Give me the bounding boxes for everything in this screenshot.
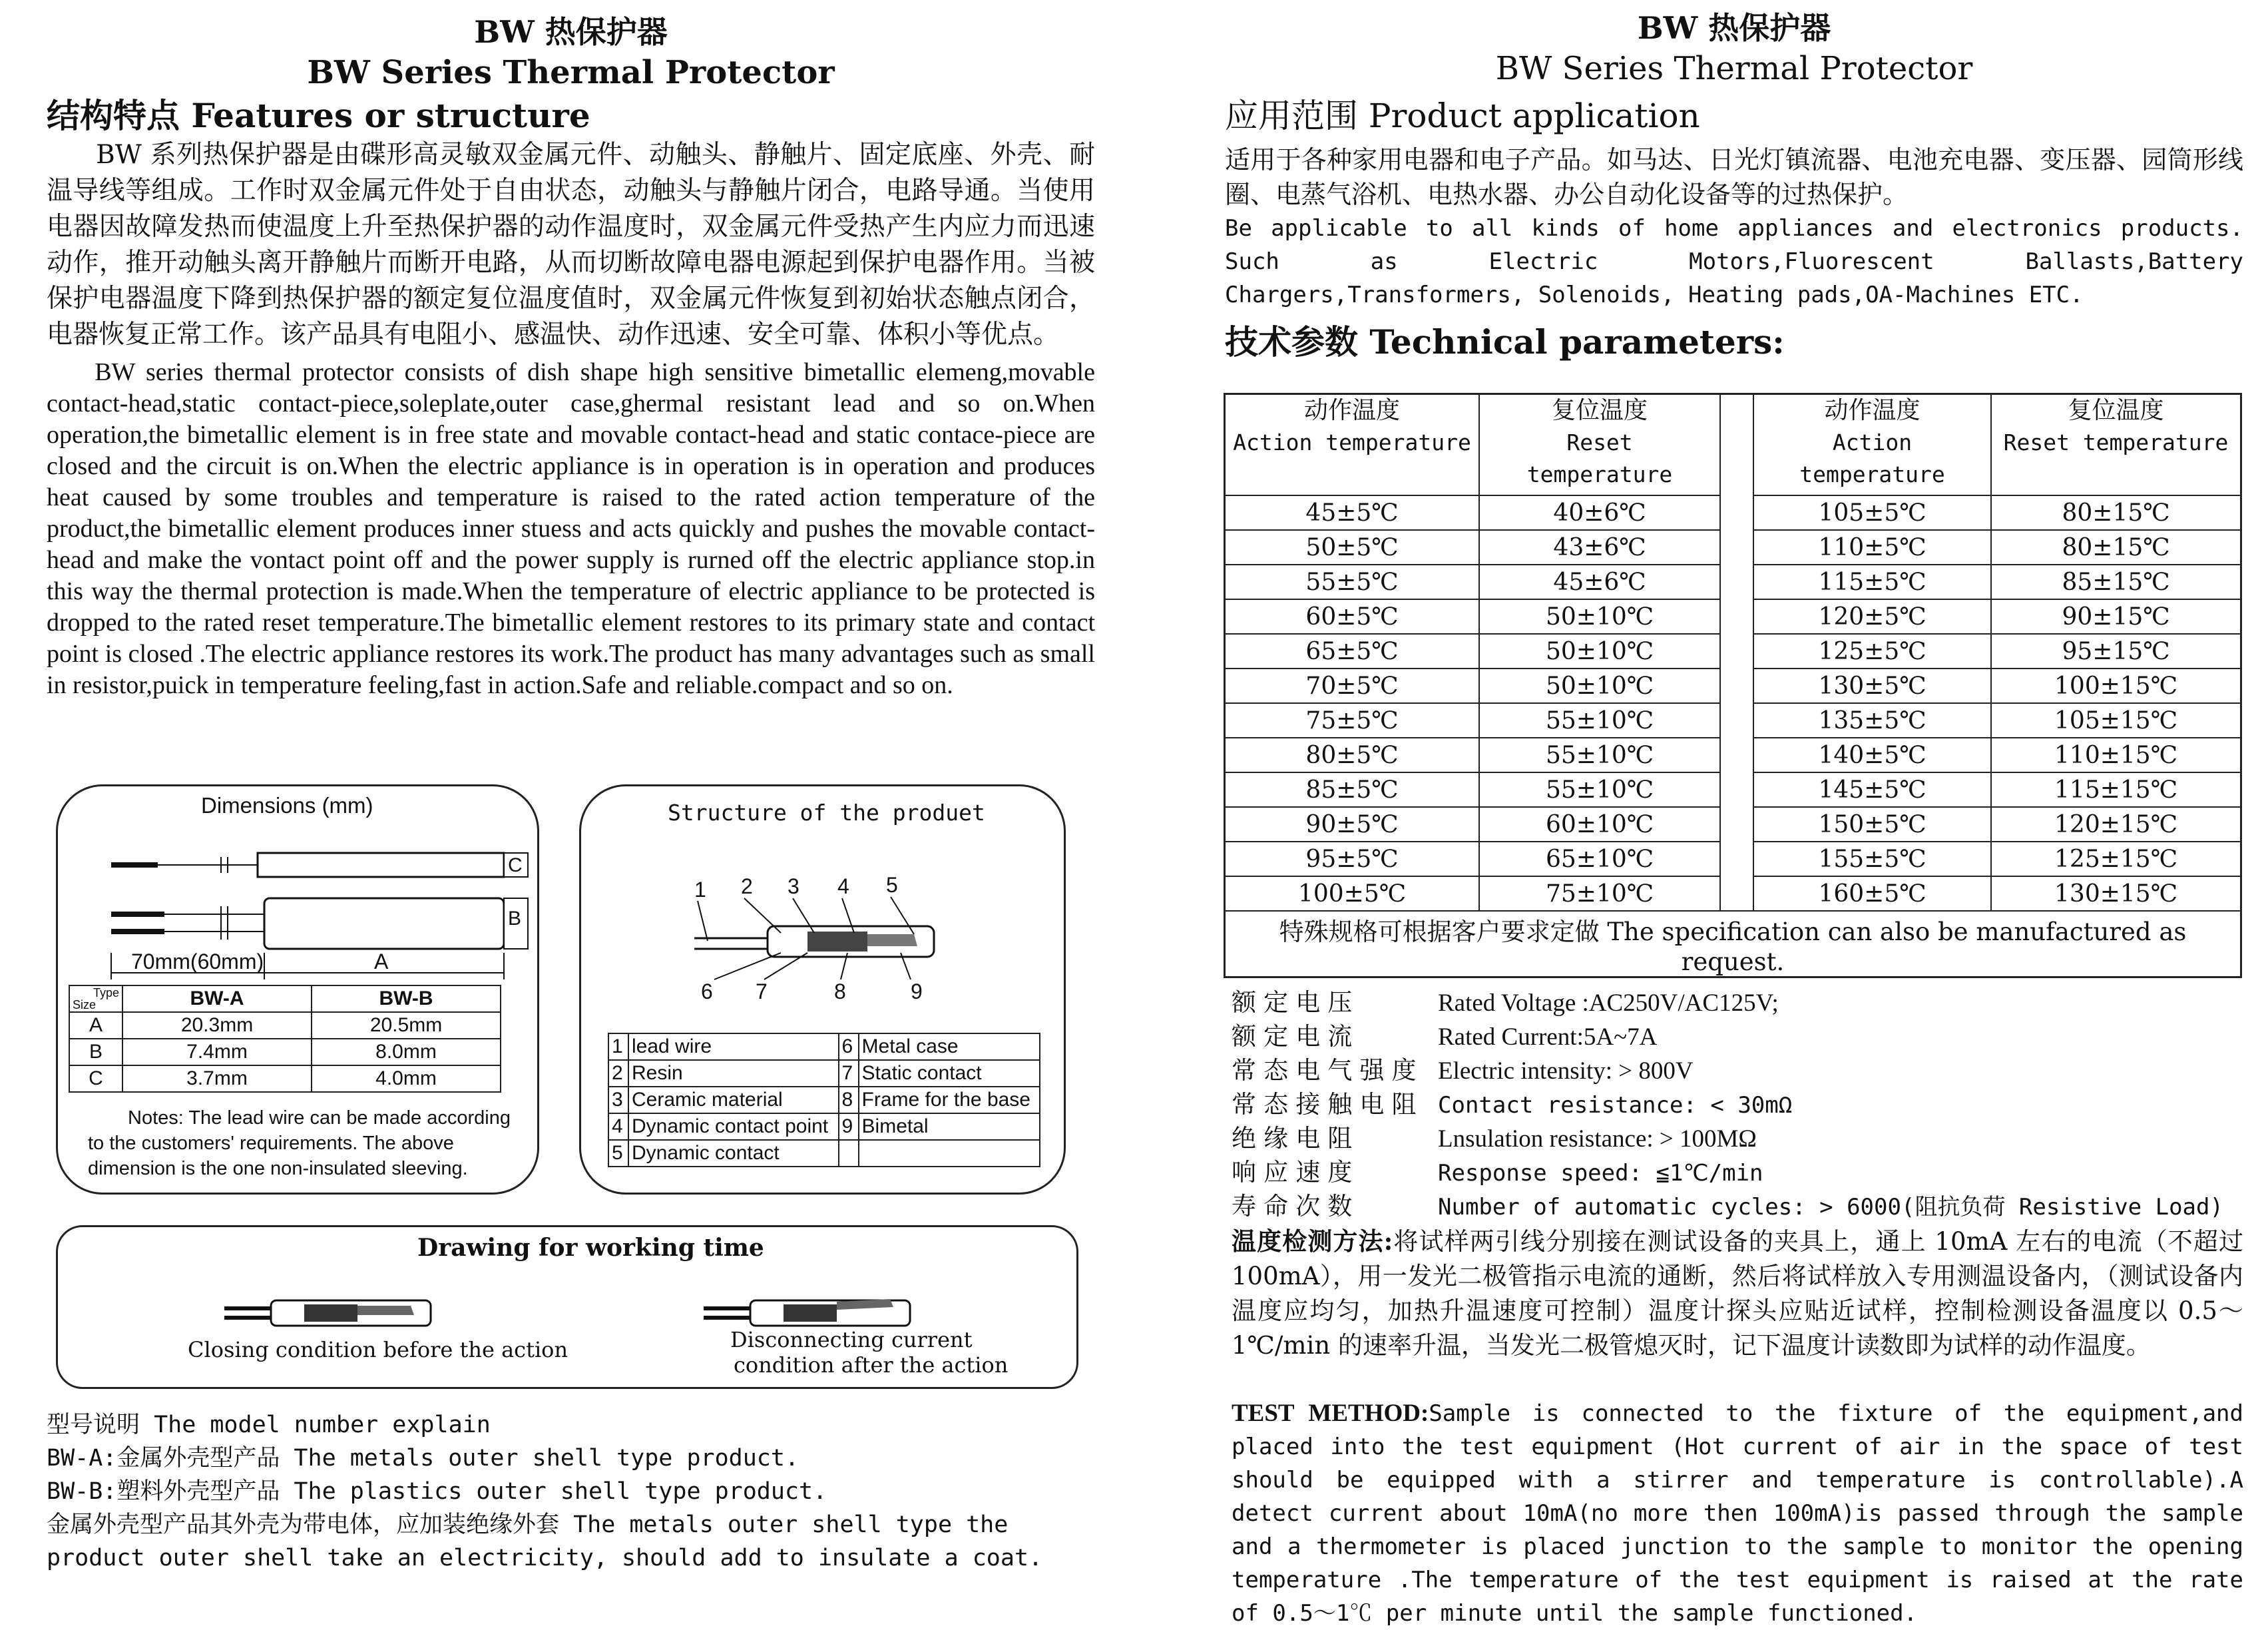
- param-cell-action-temp-1: 95±5℃: [1225, 842, 1480, 876]
- struct-num-3: 3: [788, 874, 799, 898]
- param-cell-reset-temp-2: 130±15℃: [1991, 876, 2241, 911]
- param-header-reset-2-cn: 复位温度: [2068, 397, 2164, 424]
- param-cell-gap: [1720, 842, 1753, 876]
- param-header-reset-2: [1991, 394, 2241, 496]
- features-cn-paragraph: BW 系列热保护器是由碟形高灵敏双金属元件、动触头、静触片、固定底座、外壳、耐温导线等组成。工作时双金属元件处于自由状态，动触头与静触片闭合，电路导通。当使用电器因故障发热而使温度上升至热保护器的动作温度时，双金属元件受热产生内应力而迅速动作，推开动触头离开静触片而断开电路，从而切断故障电器电源起到保护电器作用。当被保护电器温度下降到热保护器的额定复位温度值时，双金属元件恢复到初始状态触点闭合，电器恢复正常工作。该产品具有电阻小、感温快、动作迅速、安全可靠、体积小等优点。: [47, 140, 1095, 350]
- param-cell-action-temp-1: 80±5℃: [1225, 738, 1480, 772]
- dim-b-value-c: 4.0mm: [312, 1065, 501, 1092]
- param-header-action-2-en: Action temperature: [1799, 429, 1945, 487]
- param-header-action-1-en: Action temperature: [1233, 429, 1471, 455]
- param-rows: [1225, 495, 2241, 911]
- param-cell-action-temp-1: 100±5℃: [1225, 876, 1480, 911]
- param-header-row: [1225, 394, 2241, 496]
- param-header-action-1: [1225, 394, 1480, 496]
- param-cell-reset-temp-1: 55±10℃: [1479, 703, 1720, 738]
- part-name-4: Dynamic contact point: [628, 1113, 839, 1140]
- part-num-5: 5: [608, 1140, 628, 1167]
- param-cell-reset-temp-1: 65±10℃: [1479, 842, 1720, 876]
- model-line-2: BW-A:金属外壳型产品 The metals outer shell type product.: [47, 1445, 799, 1472]
- spec-row: [1232, 1087, 1792, 1123]
- part-name-8: Frame for the base: [859, 1087, 1040, 1113]
- param-cell-reset-temp-1: 60±10℃: [1479, 807, 1720, 842]
- dim-col-bw-a: BW-A: [122, 985, 312, 1012]
- application-cn-paragraph: 适用于各种家用电器和电子产品。如马达、日光灯镇流器、电池充电器、变压器、园筒形线圈、电蒸气浴机、电热水器、办公自动化设备等的过热保护。: [1225, 145, 2243, 209]
- part-name-2: Resin: [628, 1060, 839, 1087]
- struct-num-1: 1: [694, 878, 706, 902]
- model-line-4: 金属外壳型产品其外壳为带电体，应加装绝缘外套 The metals outer shell type the: [47, 1511, 1009, 1538]
- param-cell-reset-temp-2: 120±15℃: [1991, 807, 2241, 842]
- spec-key: 绝缘电阻: [1232, 1124, 1360, 1153]
- test-method-en-label: TEST METHOD:: [1232, 1400, 1429, 1427]
- structure-title: Structure of the produet: [668, 800, 985, 826]
- param-cell-gap: [1720, 565, 1753, 599]
- param-cell-gap: [1720, 599, 1753, 634]
- struct-num-4: 4: [837, 874, 849, 898]
- param-cell-reset-temp-1: 50±10℃: [1479, 634, 1720, 669]
- spec-value: Rated Current:5A~7A: [1438, 1023, 1658, 1051]
- param-cell-action-temp-2: 105±5℃: [1753, 495, 1991, 530]
- model-explain: [47, 1408, 1095, 1575]
- dim-label-c: C: [508, 854, 523, 876]
- spec-key: 常态接触电阻: [1232, 1090, 1424, 1119]
- left-page: [47, 0, 1095, 1600]
- param-cell-action-temp-2: 160±5℃: [1753, 876, 1991, 911]
- structure-drawing: [581, 786, 1064, 999]
- param-header-action-1-cn: 动作温度: [1303, 397, 1400, 424]
- spec-value: Lnsulation resistance: > 100MΩ: [1438, 1125, 1757, 1153]
- features-en-paragraph: BW series thermal protector consists of dish shape high sensitive bimetallic elemeng,movable contact-head,static contact-piece,soleplate,outer case,ghermal resistant lead and so on.When operation,the bimetallic element is in free state and movable contact-head and static contace-piece are closed and the circuit is on.When the electric appliance is in operation is in operation and produces heat caused by some troubles and temperature is raised to the rated action temperature of the product,the bimetallic element produces inner stuess and acts quickly and pushes the movable contact-head and make the vontact point off and the power supply is rurned off the electric appliance stop.in this way the thermal protection is made.When the temperature of electric appliance to be protected is dropped to the rated reset temperature.The bimetallic element restores to its primary state and contact point is closed .The electric appliance restores its work.The product has many advantages such as small in resistor,puick in temperature feeling,fast in action.Safe and reliable.compact and so on.: [47, 358, 1095, 699]
- dim-size-a: A: [69, 1012, 122, 1039]
- param-cell-gap: [1720, 807, 1753, 842]
- spec-row: [1232, 1189, 2223, 1224]
- right-title-cn: BW 热保护器: [1637, 10, 1831, 46]
- dim-a-value-b: 7.4mm: [122, 1039, 312, 1065]
- structure-panel: [579, 784, 1066, 1195]
- param-header-action-2: [1753, 394, 1991, 496]
- dim-corner-cell: [69, 985, 122, 1012]
- dimensions-drawing: [58, 813, 537, 1013]
- dim-a-value-a: 20.3mm: [122, 1012, 312, 1039]
- param-cell-action-temp-1: 85±5℃: [1225, 772, 1480, 807]
- part-num-1: 1: [608, 1033, 628, 1060]
- param-cell-action-temp-1: 70±5℃: [1225, 669, 1480, 703]
- param-cell-reset-temp-1: 50±10℃: [1479, 599, 1720, 634]
- test-method-cn-label: 温度检测方法:: [1232, 1226, 1393, 1256]
- param-cell-gap: [1720, 634, 1753, 669]
- param-cell-reset-temp-1: 40±6℃: [1479, 495, 1720, 530]
- right-title-en: BW Series Thermal Protector: [1495, 50, 1973, 87]
- param-cell-reset-temp-1: 75±10℃: [1479, 876, 1720, 911]
- param-cell-gap: [1720, 669, 1753, 703]
- working-time-panel: [56, 1225, 1078, 1389]
- closing-condition-label: Closing condition before the action: [188, 1337, 568, 1362]
- param-cell-action-temp-1: 55±5℃: [1225, 565, 1480, 599]
- structure-parts-table: [608, 1033, 1040, 1167]
- param-row: [1225, 807, 2241, 842]
- application-heading: 应用范围 Product application: [1225, 97, 1700, 135]
- dim-corner-type: Type: [93, 986, 119, 999]
- part-name-7: Static contact: [859, 1060, 1040, 1087]
- spec-value: Contact resistance: < 30mΩ: [1438, 1092, 1793, 1119]
- param-gap-header: [1720, 394, 1753, 496]
- param-cell-gap: [1720, 703, 1753, 738]
- param-row: [1225, 530, 2241, 565]
- param-cell-gap: [1720, 738, 1753, 772]
- dimensions-table: [69, 985, 501, 1093]
- dim-a-value-c: 3.7mm: [122, 1065, 312, 1092]
- dim-b-value-a: 20.5mm: [312, 1012, 501, 1039]
- part-num-7: 7: [839, 1060, 859, 1087]
- param-cell-reset-temp-1: 55±10℃: [1479, 772, 1720, 807]
- param-cell-reset-temp-1: 50±10℃: [1479, 669, 1720, 703]
- param-row: [1225, 634, 2241, 669]
- part-name-1: lead wire: [628, 1033, 839, 1060]
- param-cell-reset-temp-1: 45±6℃: [1479, 565, 1720, 599]
- part-num-3: 3: [608, 1087, 628, 1113]
- param-header-reset-1-en: Reset temperature: [1526, 429, 1673, 487]
- part-num-9: 9: [839, 1113, 859, 1140]
- dimensions-title: Dimensions (mm): [201, 793, 373, 818]
- param-row: [1225, 876, 2241, 911]
- param-cell-action-temp-1: 45±5℃: [1225, 495, 1480, 530]
- param-cell-reset-temp-2: 105±15℃: [1991, 703, 2241, 738]
- param-cell-reset-temp-2: 80±15℃: [1991, 530, 2241, 565]
- param-row: [1225, 842, 2241, 876]
- disconnect-label-1: Disconnecting current: [730, 1327, 973, 1352]
- param-header-reset-1-cn: 复位温度: [1551, 397, 1648, 424]
- param-row: [1225, 599, 2241, 634]
- param-header-reset-1: [1479, 394, 1720, 496]
- spec-value: Response speed: ≦1℃/min: [1438, 1160, 1763, 1187]
- part-num-4: 4: [608, 1113, 628, 1140]
- param-cell-reset-temp-1: 55±10℃: [1479, 738, 1720, 772]
- part-name-5: Dynamic contact: [628, 1140, 839, 1167]
- dim-label-b: B: [508, 908, 522, 930]
- spec-key: 响应速度: [1232, 1158, 1360, 1187]
- param-cell-action-temp-2: 145±5℃: [1753, 772, 1991, 807]
- part-name-6: Metal case: [859, 1033, 1040, 1060]
- param-cell-action-temp-2: 135±5℃: [1753, 703, 1991, 738]
- technical-parameters-table: [1224, 393, 2242, 978]
- param-footer-row: [1225, 911, 2241, 977]
- test-method-en-text: Sample is connected to the fixture of the equipment,and placed into the test equipment (Hot current of air in the space of test should be equipped with a stirrer and temperature is controllable).A detect current about 10mA(no more then 100mA)is passed through the sample and a thermometer is placed junction to the sample to monitor the opening temperature .The temperature of the test equipment is raised at the rate of 0.5～1℃ per minute until the sample functioned.: [1232, 1400, 2243, 1627]
- dim-label-a: A: [374, 950, 389, 973]
- param-cell-action-temp-2: 125±5℃: [1753, 634, 1991, 669]
- spec-row: [1232, 985, 1779, 1020]
- dimensions-panel: [56, 784, 539, 1195]
- disconnect-label-2: condition after the action: [734, 1352, 1009, 1378]
- param-cell-action-temp-2: 155±5℃: [1753, 842, 1991, 876]
- spec-key: 寿命次数: [1232, 1192, 1360, 1221]
- param-cell-reset-temp-2: 125±15℃: [1991, 842, 2241, 876]
- param-cell-gap: [1720, 876, 1753, 911]
- param-cell-action-temp-1: 90±5℃: [1225, 807, 1480, 842]
- param-cell-action-temp-1: 60±5℃: [1225, 599, 1480, 634]
- struct-num-6: 6: [701, 979, 713, 1003]
- dim-note-2: to the customers' requirements. The above: [88, 1133, 454, 1154]
- param-cell-reset-temp-2: 85±15℃: [1991, 565, 2241, 599]
- param-row: [1225, 703, 2241, 738]
- spec-row: [1232, 1053, 1694, 1088]
- application-en-paragraph: Be applicable to all kinds of home appliances and electronics products. Such as Electric Motors,Fluorescent Ballasts,Battery Chargers,Transformers, Solenoids, Heating pads,OA-Machines ETC.: [1225, 215, 2243, 308]
- param-cell-gap: [1720, 772, 1753, 807]
- spec-value: Rated Voltage :AC250V/AC125V;: [1438, 989, 1779, 1017]
- test-method-en: [1232, 1397, 2243, 1630]
- spec-value: Electric intensity: > 800V: [1438, 1057, 1694, 1085]
- param-cell-action-temp-2: 110±5℃: [1753, 530, 1991, 565]
- param-cell-reset-temp-2: 110±15℃: [1991, 738, 2241, 772]
- param-cell-reset-temp-2: 115±15℃: [1991, 772, 2241, 807]
- part-num-2: 2: [608, 1060, 628, 1087]
- param-cell-reset-temp-2: 100±15℃: [1991, 669, 2241, 703]
- param-cell-reset-temp-2: 90±15℃: [1991, 599, 2241, 634]
- part-name-9: Bimetal: [859, 1113, 1040, 1140]
- spec-row: [1232, 1019, 1657, 1054]
- right-page: [1225, 0, 2243, 1627]
- dim-note-3: dimension is the one non-insulated sleeving.: [88, 1158, 468, 1179]
- param-cell-action-temp-1: 75±5℃: [1225, 703, 1480, 738]
- param-row: [1225, 738, 2241, 772]
- param-cell-reset-temp-2: 95±15℃: [1991, 634, 2241, 669]
- spec-key: 额定电压: [1232, 988, 1360, 1017]
- test-method-cn-text: 将试样两引线分别接在测试设备的夹具上，通上 10mA 左右的电流（不超过 100mA），用一发光二极管指示电流的通断，然后将试样放入专用测温设备内，（测试设备内温度应均匀，加热升温速度可控制）温度计探头应贴近试样，控制检测设备温度以 0.5～1℃/min 的速率升温，当发光二极管熄灭时，记下温度计读数即为试样的动作温度。: [1232, 1227, 2243, 1360]
- param-footer: 特殊规格可根据客户要求定做 The specification can also be manufactured as request.: [1225, 911, 2241, 977]
- test-method-cn: [1232, 1224, 2243, 1363]
- part-empty-num: [839, 1140, 859, 1167]
- left-title-en: BW Series Thermal Protector: [307, 54, 835, 91]
- param-cell-gap: [1720, 495, 1753, 530]
- left-title-cn: BW 热保护器: [474, 14, 668, 50]
- spec-row: [1232, 1121, 1757, 1156]
- model-line-3: BW-B:塑料外壳型产品 The plastics outer shell type product.: [47, 1478, 827, 1505]
- struct-num-8: 8: [834, 979, 846, 1003]
- struct-num-5: 5: [886, 873, 898, 897]
- struct-num-9: 9: [911, 979, 923, 1003]
- dim-length-label: 70mm(60mm): [131, 950, 264, 973]
- struct-num-7: 7: [756, 979, 768, 1003]
- dim-note-1: Notes: The lead wire can be made according: [128, 1107, 511, 1129]
- part-name-3: Ceramic material: [628, 1087, 839, 1113]
- param-cell-gap: [1720, 530, 1753, 565]
- dim-size-b: B: [69, 1039, 122, 1065]
- dim-size-c: C: [69, 1065, 122, 1092]
- param-row: [1225, 669, 2241, 703]
- features-heading: 结构特点 Features or structure: [47, 96, 590, 135]
- struct-num-2: 2: [741, 874, 753, 898]
- param-cell-action-temp-2: 130±5℃: [1753, 669, 1991, 703]
- dim-corner-size: Size: [73, 998, 97, 1011]
- spec-value: Number of automatic cycles: > 6000(阻抗负荷 Resistive Load): [1438, 1194, 2223, 1221]
- param-cell-action-temp-2: 120±5℃: [1753, 599, 1991, 634]
- param-row: [1225, 772, 2241, 807]
- model-line-1: 型号说明 The model number explain: [47, 1412, 491, 1438]
- param-cell-reset-temp-1: 43±6℃: [1479, 530, 1720, 565]
- param-header-reset-2-en: Reset temperature: [2003, 429, 2229, 455]
- param-cell-action-temp-2: 150±5℃: [1753, 807, 1991, 842]
- dim-col-bw-b: BW-B: [312, 985, 501, 1012]
- param-cell-reset-temp-2: 80±15℃: [1991, 495, 2241, 530]
- param-cell-action-temp-2: 140±5℃: [1753, 738, 1991, 772]
- dim-b-value-b: 8.0mm: [312, 1039, 501, 1065]
- part-empty-name: [859, 1140, 1040, 1167]
- spec-row: [1232, 1155, 1763, 1191]
- part-num-8: 8: [839, 1087, 859, 1113]
- working-time-title: Drawing for working time: [417, 1234, 764, 1262]
- param-row: [1225, 495, 2241, 530]
- param-row: [1225, 565, 2241, 599]
- param-cell-action-temp-1: 50±5℃: [1225, 530, 1480, 565]
- spec-key: 常态电气强度: [1232, 1056, 1424, 1085]
- param-cell-action-temp-2: 115±5℃: [1753, 565, 1991, 599]
- model-line-5: product outer shell take an electricity, should add to insulate a coat.: [47, 1545, 1043, 1571]
- technical-heading: 技术参数 Technical parameters:: [1225, 322, 1785, 362]
- spec-key: 额定电流: [1232, 1022, 1360, 1051]
- param-cell-action-temp-1: 65±5℃: [1225, 634, 1480, 669]
- param-header-action-2-cn: 动作温度: [1824, 397, 1921, 424]
- part-num-6: 6: [839, 1033, 859, 1060]
